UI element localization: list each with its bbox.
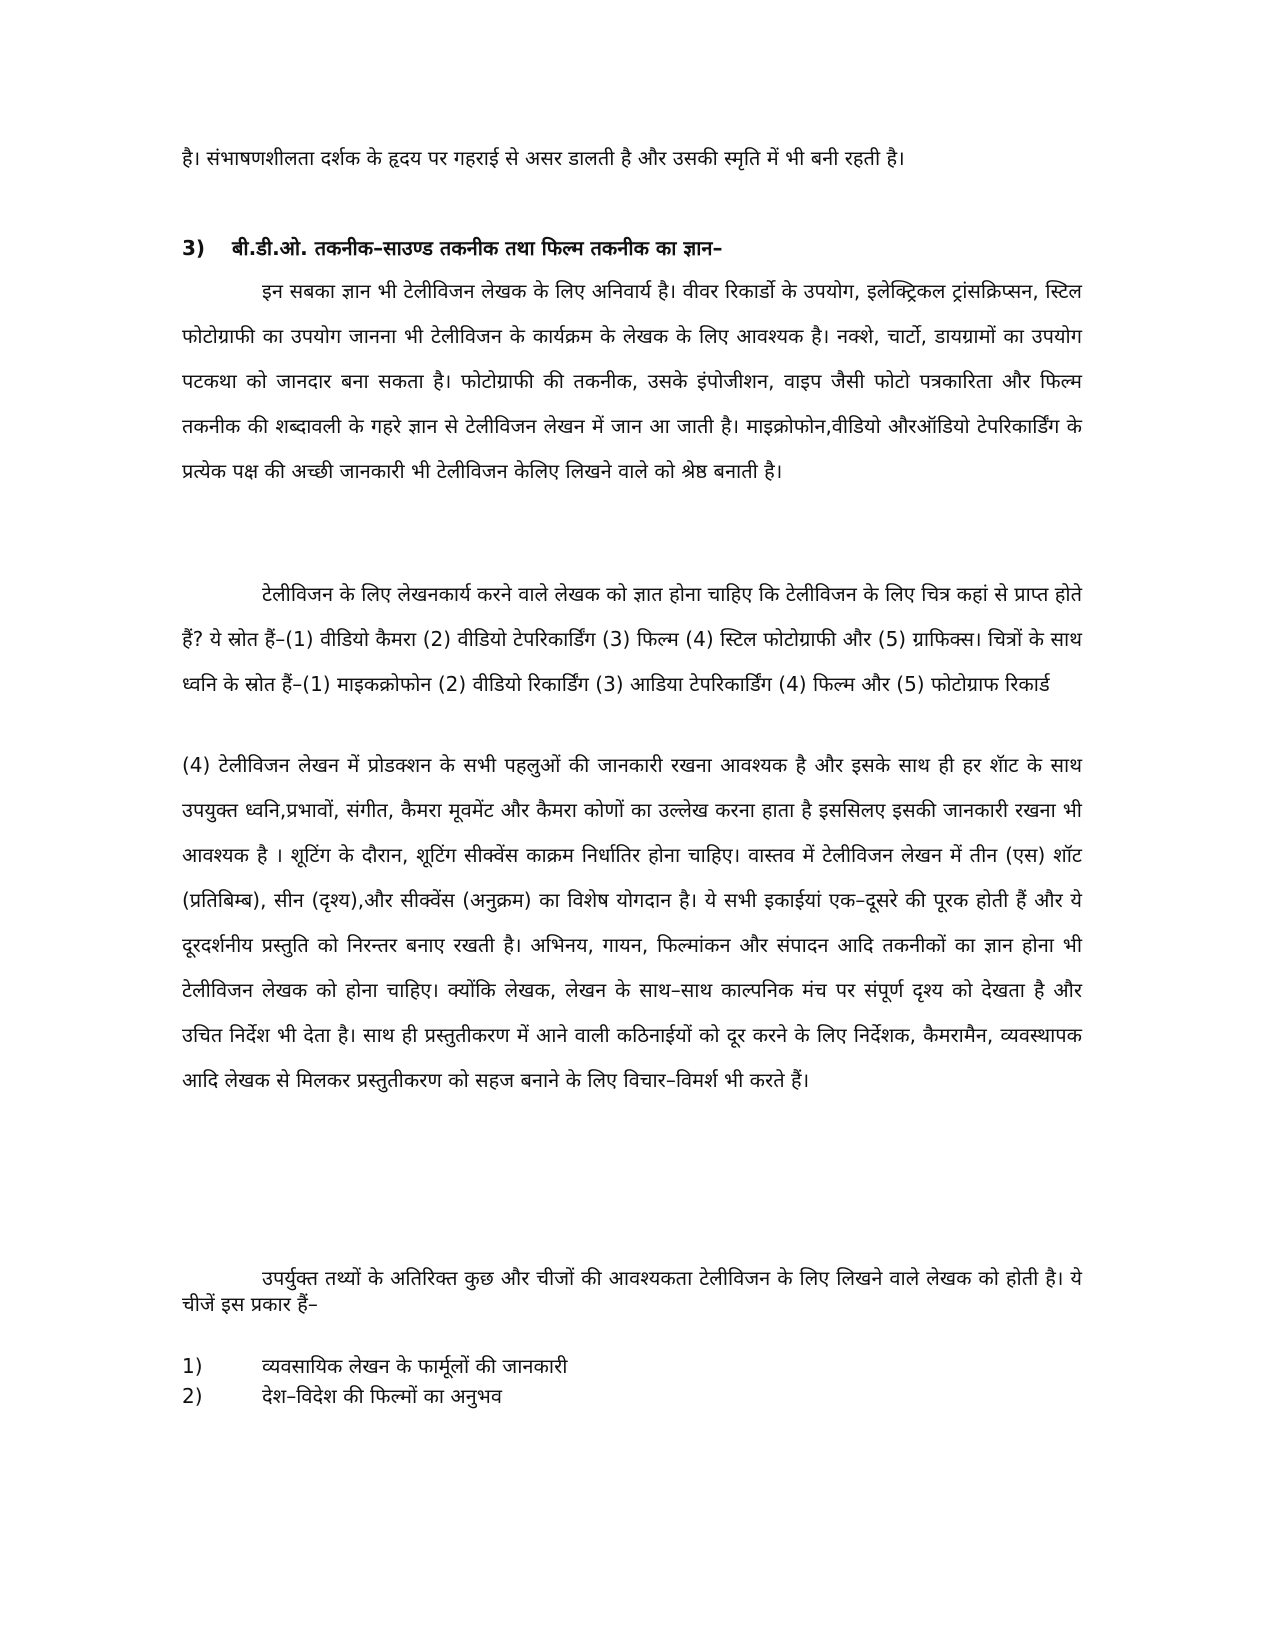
list-item-number: 1) — [182, 1354, 203, 1378]
section-title: बी.डी.ओ. तकनीक–साउण्ड तकनीक तथा फिल्म तकनीक का ज्ञान– — [232, 236, 723, 260]
section-heading — [182, 226, 1082, 271]
paragraph-knowledge: इन सबका ज्ञान भी टेलीविजन लेखक के लिए अनिवार्य है। वीवर रिकार्डो के उपयोग, इलेक्ट्रिकल ट्रांसक्रिप्सन, स्टिल फोटोग्राफी का उपयोग जानना भी टेलीविजन के कार्यक्रम के लेखक के लिए आवश्यक है। नक्शे, चार्टो, डायग्रामों का उपयोग पटकथा को जानदार बना सकता है। फोटोग्राफी की तकनीक, उसके इंपोजीशन, वाइप जैसी फोटो पत्रकारिता और फिल्म तकनीक की शब्दावली के गहरे ज्ञान से टेलीविजन लेखन में जान आ जाती है। माइक्रोफोन,वीडियो औरऑडियो टेपरिकार्डिंग के प्रत्येक पक्ष की अच्छी जानकारी भी टेलीविजन केलिए लिखने वाले को श्रेष्ठ बनाती है। — [182, 279, 1082, 483]
paragraph-production: (4) टेलीविजन लेखन में प्रोडक्शन के सभी पहलुओं की जानकारी रखना आवश्यक है और इसके साथ ही हर शॅाट के साथ उपयुक्त ध्वनि,प्रभावों, संगीत, कैमरा मूवमेंट और कैमरा कोणों का उल्लेख करना हाता है इससिलए इसकी जानकारी रखना भी आवश्यक है । शूटिंग के दौरान, शूटिंग सीक्वेंस काक्रम निर्धातिर होना चाहिए। वास्तव में टेलीविजन लेखन में तीन (एस) शॉट (प्रतिबिम्ब), सीन (दृश्य),और सीक्वेंस (अनुक्रम) का विशेष योगदान है। ये सभी इकाईयां एक–दूसरे की पूरक होती हैं और ये दूरदर्शनीय प्रस्तुति को निरन्तर बनाए रखती है। अभिनय, गायन, फिल्मांकन और संपादन आदि तकनीकों का ज्ञान होना भी टेलीविजन लेखक को होना चाहिए। क्योंकि लेखक, लेखन के साथ–साथ काल्पनिक मंच पर संपूर्ण दृश्य को देखता है और उचित निर्देश भी देता है। साथ ही प्रस्तुतीकरण में आने वाली कठिनाईयों को दूर करने के लिए निर्देशक, कैमरामैन, व्यवस्थापक आदि लेखक से मिलकर प्रस्तुतीकरण को सहज बनाने के लिए विचार–विमर्श भी करते हैं। — [182, 753, 1082, 1092]
intro-paragraph-block — [182, 136, 1082, 181]
paragraph-block-1 — [182, 269, 1082, 494]
paragraph-block-4 — [182, 1265, 1082, 1317]
paragraph-additional: उपर्युक्त तथ्यों के अतिरिक्त कुछ और चीजों की आवश्यकता टेलीविजन के लिए लिखने वाले लेखक को होती है। ये चीजें इस प्रकार हैं– — [182, 1266, 1082, 1316]
list-item-text: देश–विदेश की फिल्मों का अनुभव — [262, 1384, 502, 1408]
paragraph-block-3 — [182, 743, 1082, 1103]
paragraph-sources: टेलीविजन के लिए लेखनकार्य करने वाले लेखक को ज्ञात होना चाहिए कि टेलीविजन के लिए चित्र कहां से प्राप्त होते हैं? ये स्रोत हैं–(1) वीडियो कैमरा (2) वीडियो टेपरिकार्डिंग (3) फिल्म (4) स्टिल फोटोग्राफी और (5) ग्राफिक्स। चित्रों के साथ ध्वनि के स्रोत हैं–(1) माइकक्रोफोन (2) वीडियो रिकार्डिंग (3) आडिया टेपरिकार्डिंग (4) फिल्म और (5) फोटोग्राफ रिकार्ड — [182, 582, 1082, 696]
paragraph-block-2 — [182, 572, 1082, 707]
section-number: 3) — [182, 236, 206, 260]
numbered-list — [182, 1351, 1082, 1411]
list-item-number: 2) — [182, 1384, 203, 1408]
list-item — [182, 1351, 1082, 1381]
intro-paragraph: है। संभाषणशीलता दर्शक के हृदय पर गहराई से असर डालती है और उसकी स्मृति में भी बनी रहती है। — [182, 146, 905, 170]
list-item — [182, 1381, 1082, 1411]
section-heading-line — [182, 226, 1082, 271]
list-item-text: व्यवसायिक लेखन के फार्मूलों की जानकारी — [262, 1354, 568, 1378]
